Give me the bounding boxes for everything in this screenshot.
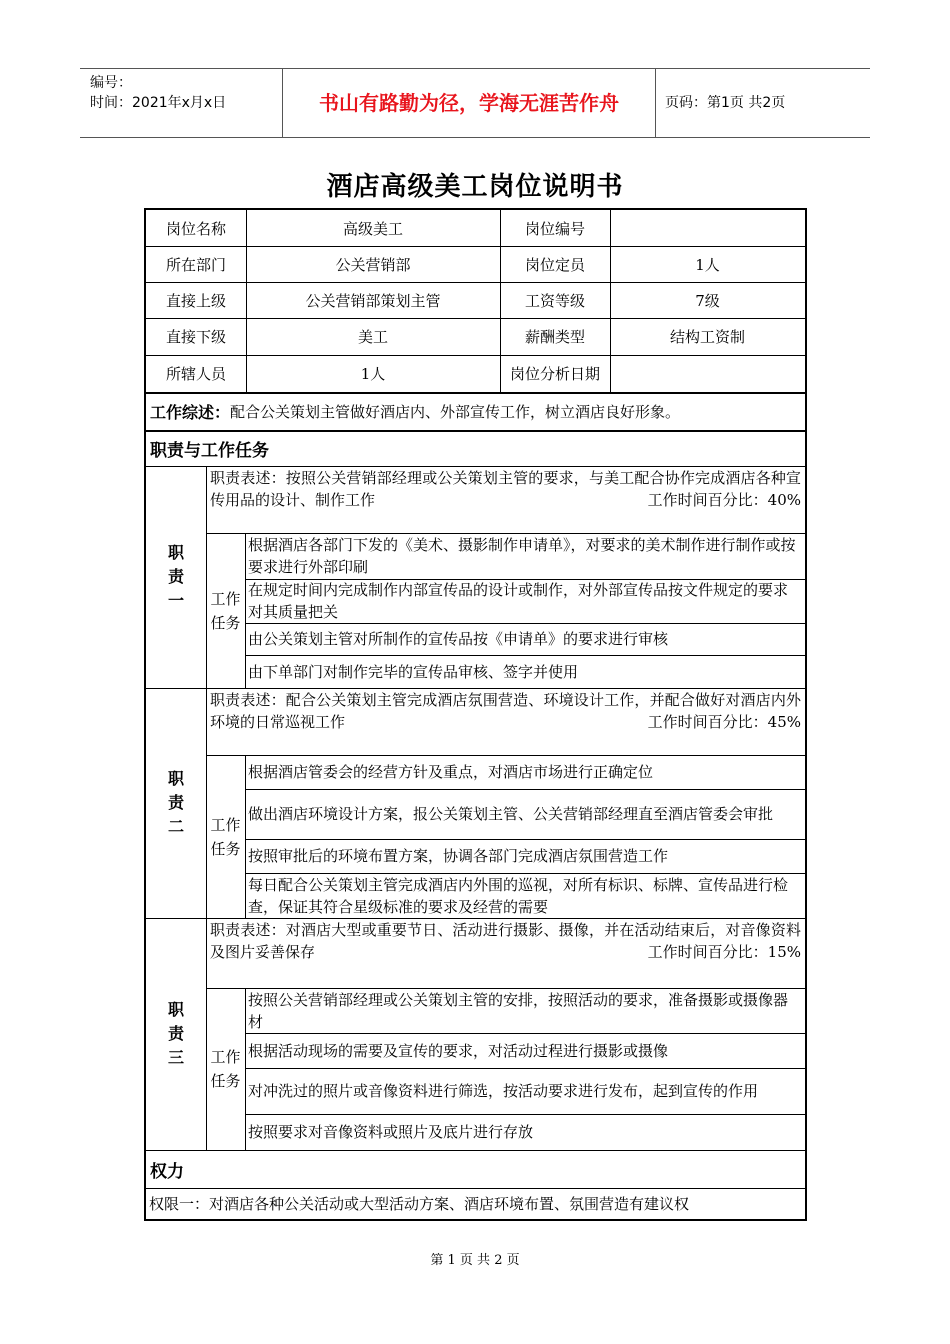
- info-value-department: 公关营销部: [335, 255, 411, 274]
- summary-label: 工作综述：: [150, 402, 231, 422]
- info-value-salary-grade: 7级: [695, 291, 720, 310]
- job-description-form: [144, 208, 807, 1221]
- info-label-salary-grade: 工资等级: [524, 291, 585, 310]
- info-label-subordinate: 直接下级: [165, 328, 226, 346]
- header-page-info: 页码：第1页 共2页: [665, 95, 786, 111]
- header-motto: 书山有路勤为径，学海无涯苦作舟: [282, 69, 656, 137]
- duty-3-name-cell: [146, 918, 206, 1150]
- duty-1-name: 职责一: [167, 543, 184, 610]
- info-value-staff: 1人: [360, 365, 386, 383]
- duty-3-task-4: 按照要求对音像资料或照片及底片进行存放: [248, 1123, 534, 1141]
- page-title: 酒店高级美工岗位说明书: [326, 172, 624, 202]
- info-value-pay-type: 结构工资制: [669, 328, 745, 346]
- duty-1-description: 职责表述：按照公关营销部经理或公关策划主管的要求，与美工配合协作完成酒店各种宣传用品的设计、制作工作: [210, 469, 801, 509]
- info-value-subordinate: 美工: [357, 328, 388, 346]
- info-label-analysis-date: 岗位分析日期: [509, 365, 600, 383]
- duty-1-task-2: 在规定时间内完成制作内部宣传品的设计或制作，对外部宣传品按文件规定的要求对其质量把关: [248, 581, 789, 621]
- authority-item-1: 权限一：对酒店各种公关活动或大型活动方案、酒店环境布置、氛围营造有建议权: [149, 1195, 690, 1213]
- info-label-headcount: 岗位定员: [524, 255, 585, 274]
- duty-1-task-label: 工作任务: [210, 589, 241, 632]
- duties-heading: 职责与工作任务: [150, 440, 269, 461]
- info-label-pay-type: 薪酬类型: [524, 328, 585, 346]
- duty-2-task-label: 工作任务: [210, 815, 241, 858]
- duty-3-task-label-cell: [206, 988, 245, 1150]
- duty-1-task-label-cell: [206, 533, 245, 688]
- duty-3-task-2: 根据活动现场的需要及宣传的要求，对活动过程进行摄影或摄像: [248, 1041, 669, 1060]
- info-label-department: 所在部门: [165, 255, 226, 274]
- duty-3-task-label: 工作任务: [210, 1048, 241, 1090]
- duty-2-task-label-cell: [206, 755, 245, 918]
- info-label-job-name: 岗位名称: [165, 219, 226, 238]
- info-label-staff: 所辖人员: [165, 365, 226, 383]
- duty-3-task-1: 按照公关营销部经理或公关策划主管的安排，按照活动的要求，准备摄影或摄像器材: [248, 990, 789, 1031]
- info-value-job-name: 高级美工: [342, 219, 403, 238]
- duty-2-description: 职责表述：配合公关策划主管完成酒店氛围营造、环境设计工作，并配合做好对酒店内外环境的日常巡视工作: [210, 691, 801, 731]
- duty-2-time-ratio: 工作时间百分比：45%: [647, 713, 801, 731]
- info-value-headcount: 1人: [695, 255, 720, 274]
- duty-3-description-cell: [206, 918, 805, 988]
- document-header: [80, 68, 870, 138]
- duty-2-name-cell: [146, 688, 206, 918]
- info-label-supervisor: 直接上级: [165, 291, 226, 310]
- summary-row: [146, 392, 805, 430]
- duty-1-time-ratio: 工作时间百分比：40%: [647, 491, 801, 509]
- info-value-job-code: [610, 210, 805, 246]
- number-label: 编号：: [90, 75, 132, 91]
- duty-1-task-3: 由公关策划主管对所制作的宣传品按《申请单》的要求进行审核: [248, 630, 669, 648]
- duty-2-description-cell: [206, 688, 805, 755]
- duty-2-task-1: 根据酒店管委会的经营方针及重点，对酒店市场进行正确定位: [248, 763, 654, 781]
- page-footer: 第 1 页 共 2 页: [430, 1253, 520, 1268]
- duty-3-time-ratio: 工作时间百分比：15%: [647, 943, 801, 961]
- duty-1-description-cell: [206, 466, 805, 533]
- duty-2-task-2: 做出酒店环境设计方案，报公关策划主管、公关营销部经理直至酒店管委会审批: [248, 805, 774, 823]
- duty-1-task-4: 由下单部门对制作完毕的宣传品审核、签字并使用: [248, 662, 579, 681]
- duty-2-task-3: 按照审批后的环境布置方案，协调各部门完成酒店氛围营造工作: [248, 847, 669, 865]
- info-value-analysis-date: [610, 355, 805, 392]
- time-label: 时间：2021年x月x日: [90, 95, 227, 111]
- info-label-job-code: 岗位编号: [524, 219, 585, 238]
- duty-1-name-cell: [146, 466, 206, 688]
- duty-3-task-3: 对冲洗过的照片或音像资料进行筛选，按活动要求进行发布，起到宣传的作用: [248, 1082, 759, 1100]
- authority-heading: 权力: [150, 1161, 184, 1182]
- summary-text: 配合公关策划主管做好酒店内、外部宣传工作，树立酒店良好形象。: [230, 402, 681, 421]
- duty-1-task-1: 根据酒店各部门下发的《美术、摄影制作申请单》，对要求的美术制作进行制作或按要求进行外部印刷: [248, 536, 796, 576]
- duty-3-description: 职责表述：对酒店大型或重要节日、活动进行摄影、摄像，并在活动结束后，对音像资料及图片妥善保存: [210, 921, 801, 961]
- duty-3-name: 职责三: [167, 1000, 184, 1067]
- info-value-supervisor: 公关营销部策划主管: [305, 291, 441, 310]
- header-meta: [80, 69, 282, 137]
- duty-2-name: 职责二: [167, 769, 184, 836]
- duty-2-task-4: 每日配合公关策划主管完成酒店内外围的巡视，对所有标识、标牌、宣传品进行检查，保证其符合星级标准的要求及经营的需要: [248, 875, 789, 916]
